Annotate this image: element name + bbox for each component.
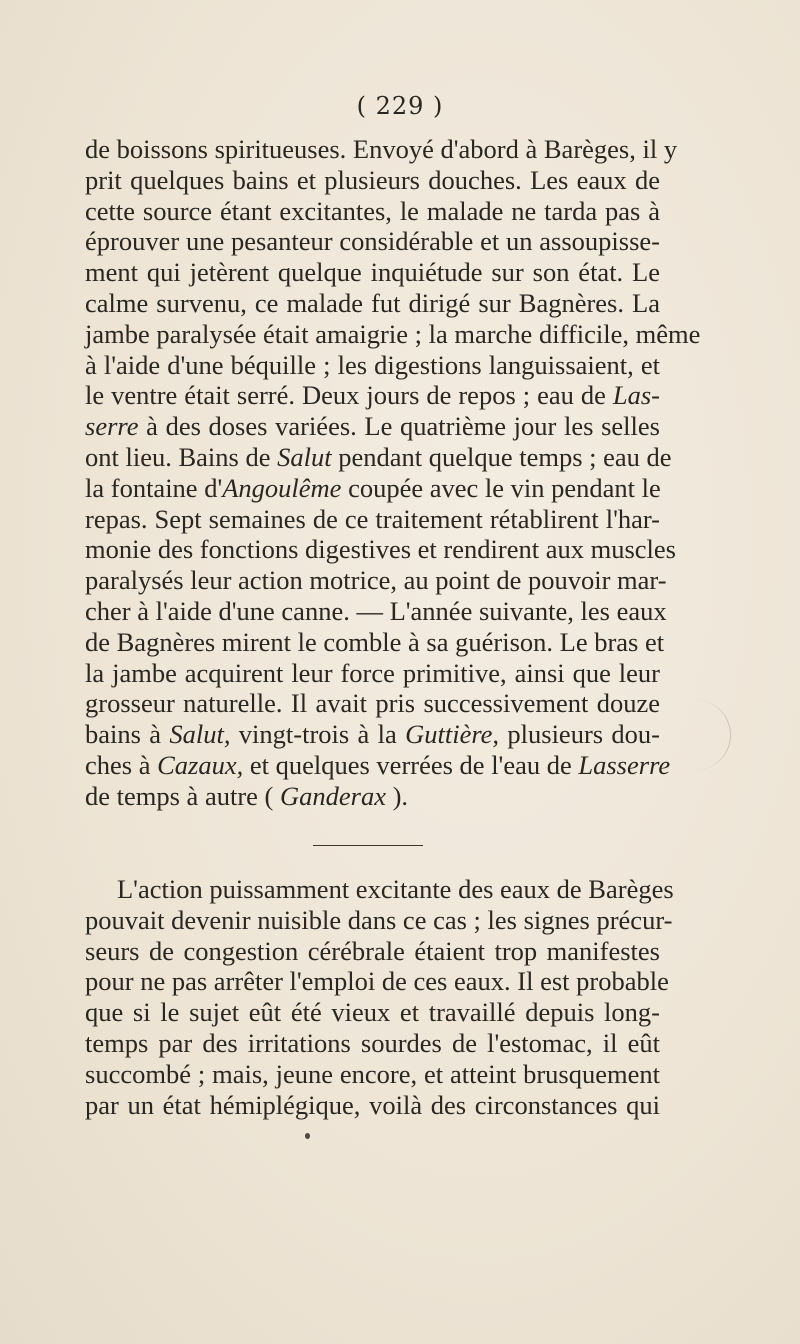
italic-term: Ganderax bbox=[280, 780, 386, 811]
text-segment: temps par des irritations sourdes de l'estomac, il eût bbox=[85, 1027, 660, 1058]
text-line bbox=[85, 257, 660, 288]
text-segment: L'action puissamment excitante des eaux de Barèges bbox=[117, 874, 674, 904]
text-segment: le ventre était serré. Deux jours de repos ; eau de bbox=[85, 380, 613, 411]
text-segment: à l'aide d'une béquille ; les digestions languissaient, et bbox=[85, 349, 660, 380]
text-segment: la jambe acquirent leur force primitive, ainsi que leur bbox=[85, 657, 660, 688]
text-segment: ont lieu. Bains de bbox=[85, 441, 278, 472]
italic-term: Lasserre bbox=[578, 749, 671, 780]
text-segment: succombé ; mais, jeune encore, et atteint brusquement bbox=[85, 1058, 660, 1089]
text-line bbox=[85, 781, 660, 812]
text-line bbox=[85, 936, 660, 967]
text-segment: ). bbox=[385, 780, 409, 811]
italic-term: Guttière, bbox=[405, 719, 500, 750]
text-line bbox=[85, 226, 660, 257]
text-line bbox=[85, 165, 660, 196]
italic-term: Angoulême bbox=[222, 472, 342, 503]
text-segment: et quelques verrées de l'eau de bbox=[243, 749, 579, 780]
text-line bbox=[85, 749, 671, 781]
text-line bbox=[85, 1059, 660, 1090]
text-line bbox=[85, 350, 660, 381]
text-segment: prit quelques bains et plusieurs douches. Les eaux de bbox=[85, 164, 660, 195]
text-segment: jambe paralysée était amaigrie ; la marche difficile, même bbox=[85, 318, 701, 349]
text-segment: bains à bbox=[85, 719, 170, 750]
text-line bbox=[85, 688, 660, 719]
italic-term: Salut bbox=[277, 441, 332, 472]
text-segment: cette source étant excitantes, le malade ne tarda pas à bbox=[85, 195, 660, 226]
text-segment: seurs de congestion cérébrale étaient trop manifestes bbox=[85, 935, 660, 966]
text-segment: pendant quelque temps ; eau de bbox=[331, 441, 672, 472]
text-segment: monie des fonctions digestives et rendirent aux muscles bbox=[85, 534, 676, 565]
text-line bbox=[85, 288, 660, 319]
text-segment: paralysés leur action motrice, au point de pouvoir mar- bbox=[85, 565, 667, 596]
text-line bbox=[85, 473, 660, 504]
text-line bbox=[85, 441, 672, 473]
text-segment: de boissons spiritueuses. Envoyé d'abord à Barèges, il y bbox=[85, 134, 678, 164]
text-line bbox=[85, 565, 667, 596]
text-segment: de temps à autre ( bbox=[85, 780, 280, 811]
paragraph-case-report bbox=[85, 134, 701, 812]
text-segment: repas. Sept semaines de ce traitement rétablirent l'har- bbox=[85, 503, 660, 534]
text-line bbox=[85, 1090, 660, 1121]
italic-term: Las- bbox=[612, 380, 660, 411]
text-segment: à des doses variées. Le quatrième jour les selles bbox=[138, 411, 660, 442]
section-divider bbox=[313, 845, 423, 846]
text-line bbox=[85, 626, 665, 658]
text-segment: pouvait devenir nuisible dans ce cas ; les signes précur- bbox=[85, 904, 673, 935]
text-segment: plusieurs dou- bbox=[499, 719, 660, 750]
text-segment: pour ne pas arrêter l'emploi de ces eaux. Il est probable bbox=[85, 966, 669, 997]
text-line bbox=[85, 966, 669, 997]
text-line bbox=[85, 1028, 660, 1059]
text-line bbox=[85, 134, 678, 165]
italic-term: Salut, bbox=[169, 719, 231, 750]
text-segment: coupée avec le vin pendant le bbox=[341, 472, 661, 503]
text-line bbox=[85, 719, 660, 750]
text-segment: la fontaine d' bbox=[85, 472, 223, 503]
text-segment: de Bagnères mirent le comble à sa guérison. Le bras et bbox=[85, 626, 665, 657]
text-line bbox=[85, 904, 673, 936]
text-segment: grosseur naturelle. Il avait pris successivement douze bbox=[85, 688, 660, 719]
text-line bbox=[85, 874, 674, 905]
paragraph-commentary bbox=[85, 874, 674, 1120]
text-segment: cher à l'aide d'une canne. — L'année suivante, les eaux bbox=[85, 595, 667, 626]
text-segment: éprouver une pesanteur considérable et un assoupisse- bbox=[85, 226, 660, 257]
margin-pencil-mark bbox=[690, 700, 731, 770]
text-line bbox=[85, 196, 660, 227]
text-line bbox=[85, 658, 660, 689]
ink-spot bbox=[305, 1133, 310, 1139]
text-segment: ment qui jetèrent quelque inquiétude sur son état. Le bbox=[85, 257, 660, 288]
text-segment: calme survenu, ce malade fut dirigé sur Bagnères. La bbox=[85, 287, 660, 318]
italic-term: serre bbox=[85, 411, 139, 442]
text-segment: vingt-trois à la bbox=[230, 719, 406, 750]
page-number-header: ( 229 ) bbox=[356, 92, 444, 120]
text-segment: par un état hémiplégique, voilà des circonstances qui bbox=[85, 1089, 660, 1120]
text-segment: que si le sujet eût été vieux et travaillé depuis long- bbox=[85, 997, 660, 1028]
text-line bbox=[85, 318, 701, 350]
text-line bbox=[85, 534, 676, 565]
text-line bbox=[85, 595, 667, 627]
italic-term: Cazaux, bbox=[157, 749, 244, 780]
text-line bbox=[85, 380, 660, 411]
text-line bbox=[85, 411, 660, 442]
text-segment: ches à bbox=[85, 749, 158, 780]
text-line bbox=[85, 997, 660, 1028]
text-line bbox=[85, 504, 660, 535]
